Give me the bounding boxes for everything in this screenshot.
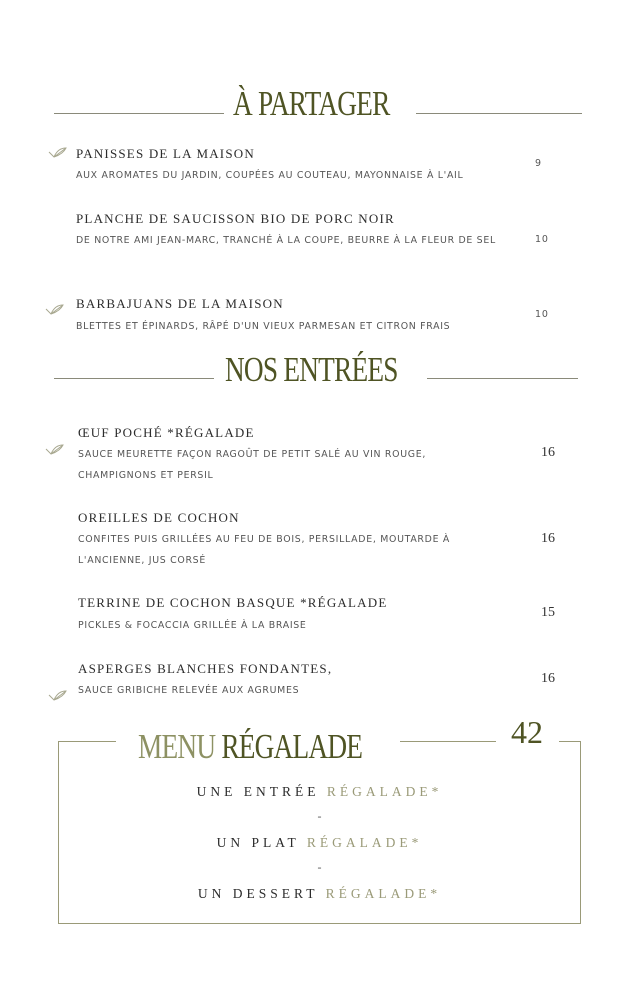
- item-description: BLETTES ET ÉPINARDS, RÂPÉ D'UN VIEUX PARMESAN ET CITRON FRAIS: [76, 321, 451, 332]
- section-title-partager: À PARTAGER: [233, 84, 390, 123]
- menu-title-light: MENU: [138, 727, 216, 766]
- section-rule-right: [427, 378, 578, 379]
- item-description: SAUCE GRIBICHE RELEVÉE AUX AGRUMES: [78, 685, 300, 696]
- course-accent: RÉGALADE*: [326, 784, 443, 799]
- course-line-dessert: [58, 886, 581, 902]
- item-description: DE NOTRE AMI JEAN-MARC, TRANCHÉ À LA COUPE, BEURRE À LA FLEUR DE SEL: [76, 235, 496, 246]
- item-price: 16: [541, 671, 555, 686]
- item-name: BARBAJUANS DE LA MAISON: [76, 296, 284, 311]
- menu-title-dark: RÉGALADE: [221, 727, 363, 766]
- menu-regalade-title: [138, 729, 362, 764]
- course-line-plat: [58, 835, 581, 851]
- course-separator: -: [317, 860, 322, 874]
- item-description: SAUCE MEURETTE FAÇON RAGOÛT DE PETIT SALÉ AU VIN ROUGE, CHAMPIGNONS ET PERSIL: [78, 449, 427, 481]
- item-name: PLANCHE DE SAUCISSON BIO DE PORC NOIR: [76, 211, 395, 226]
- item-price: 15: [541, 605, 555, 620]
- item-name: OREILLES DE COCHON: [78, 510, 240, 525]
- box-top-rule-right: [559, 741, 581, 742]
- item-name: TERRINE DE COCHON BASQUE *RÉGALADE: [78, 595, 388, 610]
- course-label: UN DESSERT: [197, 886, 319, 901]
- course-accent: RÉGALADE*: [306, 835, 423, 850]
- leaf-icon: [48, 689, 68, 701]
- section-rule-right: [416, 113, 582, 114]
- menu-regalade-price: 42: [511, 714, 543, 750]
- section-rule-left: [54, 113, 224, 114]
- box-top-rule-left: [58, 741, 116, 742]
- section-title-entrees: NOS ENTRÉES: [225, 350, 398, 389]
- item-price: 16: [541, 445, 555, 460]
- item-description: CONFITES PUIS GRILLÉES AU FEU DE BOIS, PERSILLADE, MOUTARDE À L'ANCIENNE, JUS CORSÉ: [78, 534, 450, 566]
- item-name: ASPERGES BLANCHES FONDANTES,: [78, 661, 333, 676]
- item-price: 9: [535, 158, 542, 169]
- item-description: PICKLES & FOCACCIA GRILLÉE À LA BRAISE: [78, 620, 307, 631]
- item-price: 16: [541, 531, 555, 546]
- course-label: UN PLAT: [216, 835, 300, 850]
- course-accent: RÉGALADE*: [325, 886, 442, 901]
- leaf-icon: [45, 303, 65, 315]
- item-price: 10: [535, 309, 549, 320]
- course-label: UNE ENTRÉE: [196, 784, 320, 799]
- item-name: PANISSES DE LA MAISON: [76, 146, 255, 161]
- item-name: ŒUF POCHÉ *RÉGALADE: [78, 425, 255, 440]
- leaf-icon: [45, 443, 65, 455]
- leaf-icon: [48, 146, 68, 158]
- item-description: AUX AROMATES DU JARDIN, COUPÉES AU COUTEAU, MAYONNAISE À L'AIL: [76, 170, 464, 181]
- course-line-entree: [58, 784, 581, 800]
- item-price: 10: [535, 234, 549, 245]
- section-rule-left: [54, 378, 214, 379]
- box-top-rule-middle: [400, 741, 496, 742]
- course-separator: -: [317, 809, 322, 823]
